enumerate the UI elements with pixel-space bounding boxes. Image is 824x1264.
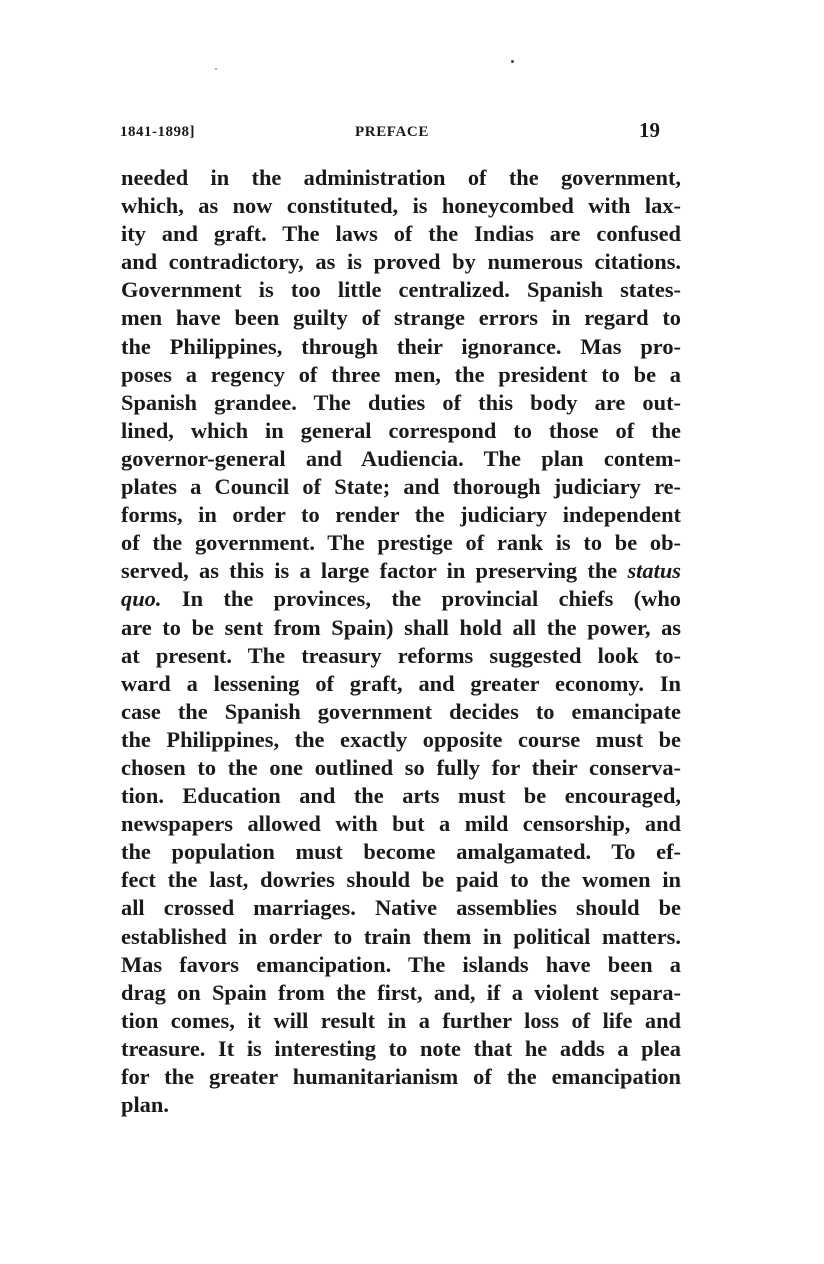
- text-line: ward a lessening of graft, and greater economy. In: [121, 670, 681, 696]
- text-line: are to be sent from Spain) shall hold all the power, as: [121, 614, 681, 640]
- text-line: case the Spanish government decides to emancipate: [121, 698, 681, 724]
- text-line: lined, which in general correspond to those of the: [121, 417, 681, 443]
- italic-fragment: quo.: [121, 586, 162, 612]
- text-line: newspapers allowed with but a mild censorship, and: [121, 811, 681, 837]
- running-header: [120, 118, 672, 148]
- scan-speck: [215, 68, 217, 70]
- text-line: [121, 557, 681, 585]
- text-line: and contradictory, as is proved by numerous citations.: [121, 249, 681, 275]
- text-line: plan.: [121, 1092, 169, 1118]
- text-line: needed in the administration of the government,: [121, 165, 681, 190]
- text-line: Spanish grandee. The duties of this body are out-: [121, 389, 681, 415]
- text-line: [121, 585, 681, 613]
- text-line: established in order to train them in political matters.: [121, 923, 681, 949]
- text-line: the Philippines, through their ignorance. Mas pro-: [121, 333, 681, 359]
- text-line: tion comes, it will result in a further loss of life and: [121, 1007, 681, 1033]
- text-line: governor-general and Audiencia. The plan contem-: [121, 445, 681, 471]
- text-line: for the greater humanitarianism of the emancipation: [121, 1064, 681, 1089]
- text-line: plates a Council of State; and thorough judiciary re-: [121, 474, 681, 500]
- text-line: fect the last, dowries should be paid to the women in: [121, 867, 681, 893]
- text-line: Mas favors emancipation. The islands have been a: [121, 951, 681, 977]
- scan-speck: [511, 60, 514, 63]
- text-line: Government is too little centralized. Spanish states-: [121, 277, 681, 303]
- text-line: poses a regency of three men, the president to be a: [121, 361, 681, 387]
- text-line: all crossed marriages. Native assemblies should be: [121, 895, 681, 921]
- text-line: of the government. The prestige of rank is to be ob-: [121, 530, 681, 556]
- text-line: the population must become amalgamated. To ef-: [121, 839, 681, 865]
- text-line: drag on Spain from the first, and, if a violent separa-: [121, 979, 681, 1005]
- text-line: at present. The treasury reforms suggested look to-: [121, 642, 681, 668]
- text-line: forms, in order to render the judiciary independent: [121, 502, 681, 528]
- text-fragment: served, as this is a large factor in preserving the: [121, 558, 628, 584]
- text-line: chosen to the one outlined so fully for their conserva-: [121, 754, 681, 780]
- text-line: ity and graft. The laws of the Indias are confused: [121, 221, 681, 247]
- text-line: tion. Education and the arts must be encouraged,: [121, 783, 681, 809]
- text-fragment: In the provinces, the provincial chiefs (who: [161, 586, 681, 612]
- page-number: 19: [639, 118, 660, 142]
- text-line: treasure. It is interesting to note that he adds a plea: [121, 1035, 681, 1061]
- body-text: [121, 164, 681, 1119]
- header-section-title: PREFACE: [355, 124, 429, 140]
- header-date-range: 1841-1898]: [120, 124, 195, 140]
- text-line: men have been guilty of strange errors in regard to: [121, 305, 681, 331]
- italic-fragment: status: [627, 558, 681, 584]
- text-line: the Philippines, the exactly opposite course must be: [121, 726, 681, 752]
- text-line: which, as now constituted, is honeycombed with lax-: [121, 193, 681, 219]
